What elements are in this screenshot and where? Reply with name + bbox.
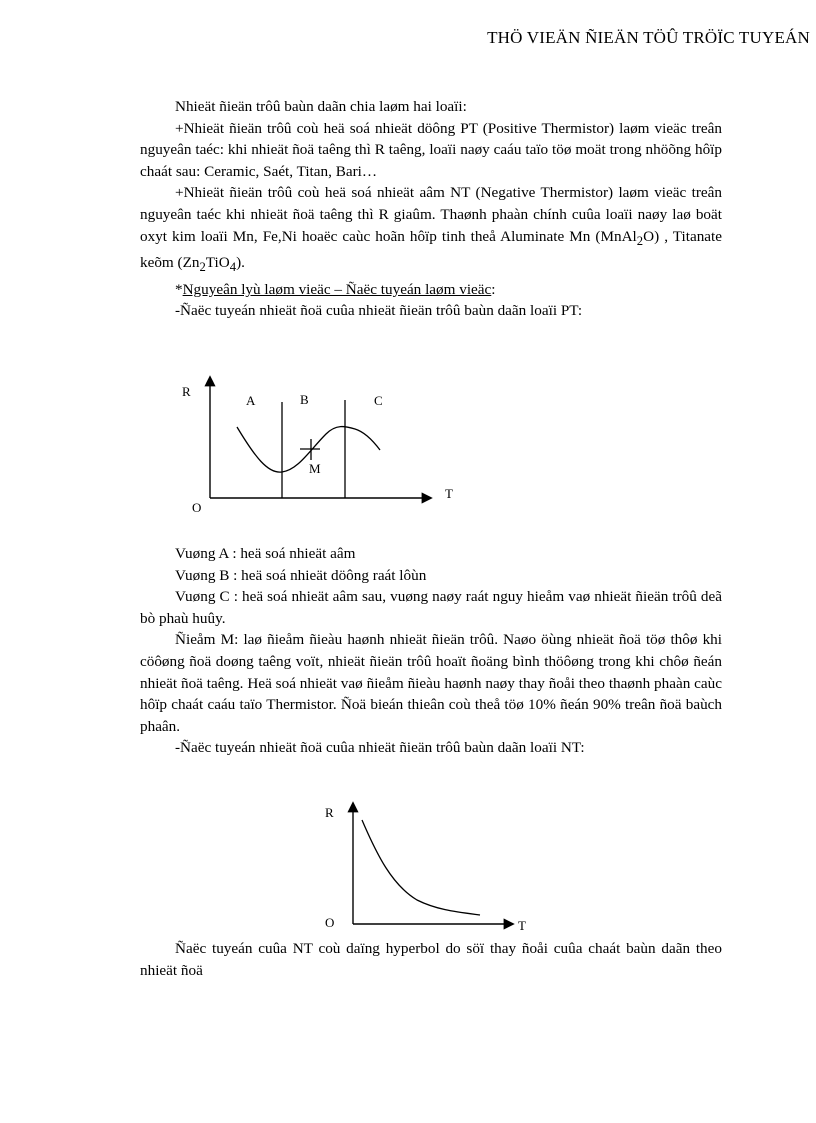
principle-colon: : <box>491 280 496 298</box>
fig1-axis-x-label: T <box>445 486 453 501</box>
page-header: THÖ VIEÄN ÑIEÄN TÖÛ TRÖÏC TUYEÁN <box>487 28 810 47</box>
region-a-label: A <box>246 393 256 408</box>
principle-star: * <box>175 280 183 298</box>
zone-a-text: Vuøng A : heä soá nhieät aâm <box>175 545 356 562</box>
zone-b-text: Vuøng B : heä soá nhieät döông raát lôùn <box>175 566 427 584</box>
fig2-origin-label: O <box>325 915 335 930</box>
pt-characteristic-figure <box>180 372 460 522</box>
nt-sub-3: 4 <box>229 260 237 275</box>
point-m-label: M <box>309 461 321 476</box>
nt-sub-2: 2 <box>199 260 206 275</box>
fig1-axis-y-label: R <box>182 384 191 399</box>
fig1-origin-label: O <box>192 500 202 515</box>
section-types <box>140 96 722 322</box>
fig2-axis-x-label: T <box>518 918 526 933</box>
nt-text-4: ). <box>236 254 245 272</box>
section-regions <box>140 543 722 759</box>
pt-curve-label: -Ñaëc tuyeán nhieät ñoä cuûa nhieät ñieän trôû baùn daãn loaïi PT: <box>175 302 583 320</box>
zone-c-text: Vuøng C : heä soá nhieät aâm sau, vuøng naøy raát nguy hieåm vaø nhieät ñieän trôû deã bò phaù huûy. <box>140 588 722 627</box>
region-c-label: C <box>374 393 383 408</box>
conclusion-text: Ñaëc tuyeán cuûa NT coù daïng hyperbol do söï thay ñoåi cuûa chaát baùn daãn theo nhieät ñoä <box>140 940 722 979</box>
nt-sub-1: 2 <box>636 233 644 248</box>
nt-text-2: O) , Titanate keõm (Zn <box>140 227 722 272</box>
nt-characteristic-figure <box>322 800 532 934</box>
nt-text-3: TiO <box>205 254 230 272</box>
point-m-text: Ñieåm M: laø ñieåm ñieàu haønh nhieät ñieän trôû. Naøo öùng nhieät ñoä töø thôø khi cöôøng ñoä doøng taêng voït, nhieät ñieän trôû hoaït ñoäng bình thöôøng trong khi chôø ñeán nhieät ñoä taêng. Heä soá nhieät vaø ñieåm ñieàu haønh naøy thay ñoåi theo thaønh phaàn caùc hôïp chaát caáu taïo Thermistor. Ñoä bieán thieân coù theå töø 10% ñeán 90% treân ñoä baùch phaân. <box>140 631 722 735</box>
intro-paragraph: Nhieät ñieän trôû baùn daãn chia laøm hai loaïi: <box>175 98 467 115</box>
section-conclusion <box>140 938 722 981</box>
region-b-label: B <box>300 392 309 407</box>
nt-curve-label: -Ñaëc tuyeán nhieät ñoä cuûa nhieät ñieän trôû baùn daãn loaïi NT: <box>175 739 585 757</box>
nt-text-1: +Nhieät ñieän trôû coù heä soá nhieät aâm NT (Negative Thermistor) laøm vieäc treân nguyeân taéc khi nhieät ñoä taêng thì R giaûm. Thaønh phaàn chính cuûa loaïi naøy laø boät oxyt kim loaïi Mn, Fe,Ni hoaëc caùc hoãn hôïp tinh theå Aluminate Mn (MnAl <box>140 184 722 245</box>
nt-curve <box>362 820 480 915</box>
principle-heading <box>140 279 722 301</box>
fig2-axis-y-label: R <box>325 805 334 820</box>
nt-description <box>140 182 722 278</box>
pt-description: +Nhieät ñieän trôû coù heä soá nhieät döông PT (Positive Thermistor) laøm vieäc treân nguyeân taéc: khi nhieät ñoä taêng thì R taêng, loaïi naøy caáu taïo töø moät trong nhöõng hôïp chaát sau: Ceramic, Saét, Titan, Bari… <box>140 119 722 180</box>
principle-title: Nguyeân lyù laøm vieäc – Ñaëc tuyeán laøm vieäc <box>182 280 492 298</box>
